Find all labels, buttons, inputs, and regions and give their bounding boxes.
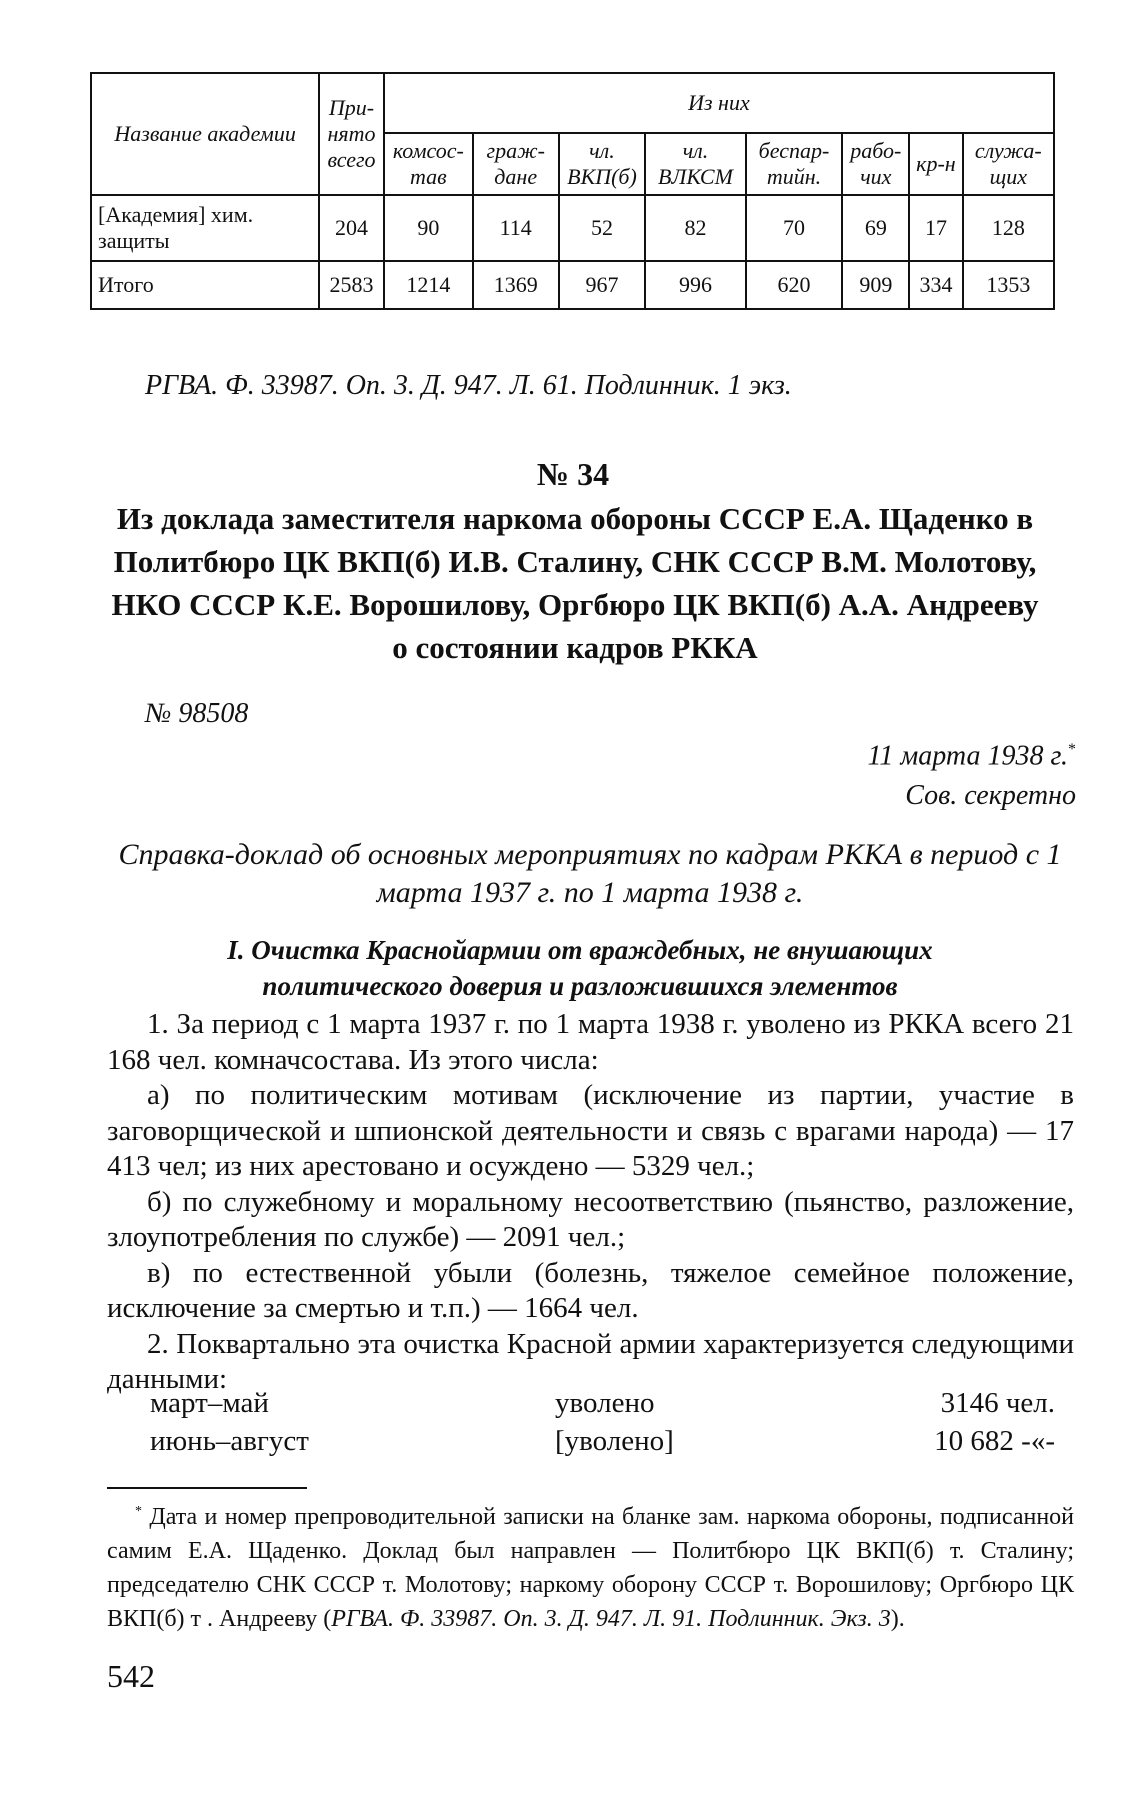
paragraph: в) по естественной убыли (болезнь, тяжелое семейное положение, исключение за смертью и т.п.) — 1664 чел.: [107, 1256, 1074, 1324]
row-name: Итого: [91, 261, 319, 309]
table-cell: 128: [963, 195, 1054, 261]
page-number: 542: [107, 1658, 155, 1694]
footnote: [107, 1495, 1074, 1636]
classification-stamp: Сов. секретно: [905, 780, 1076, 812]
header-nonparty: беспар- тийн.: [746, 133, 843, 195]
document-date: 11 марта 1938 г.*: [867, 740, 1076, 772]
date-block: [867, 730, 1076, 816]
footnote-text: Дата и номер препроводительной записки на бланке зам. наркома обороны, подписанной самим Е.А. Щаденко. Доклад был направлен — Политбюро ЦК ВКП(б) т. Сталину; председателю СНК СССР т. Молотову; наркому оборону СССР т. Ворошилову; Оргбюро ЦК ВКП(б) т . Андрееву (: [107, 1504, 1075, 1632]
reference-number: № 98508: [145, 698, 249, 729]
table-cell: 334: [909, 261, 962, 309]
table-cell: 996: [645, 261, 745, 309]
footnote-marker: *: [1068, 741, 1076, 758]
quarter-count: 3146 чел.: [940, 1387, 1055, 1419]
table-cell: 114: [473, 195, 559, 261]
table-cell: 1214: [384, 261, 473, 309]
table-cell: 52: [559, 195, 646, 261]
table-cell: 204: [319, 195, 384, 261]
table-cell: 967: [559, 261, 646, 309]
table-cell: 69: [842, 195, 909, 261]
header-civilians: граж- дане: [473, 133, 559, 195]
table-cell: 82: [645, 195, 745, 261]
table-cell: 1369: [473, 261, 559, 309]
footnote-tail: ).: [890, 1606, 905, 1632]
table-cell: 2583: [319, 261, 384, 309]
header-employees: служа- щих: [963, 133, 1054, 195]
footnote-divider: [107, 1487, 307, 1489]
report-subtitle: Справка-доклад об основных мероприятиях по кадрам РККА в период с 1 марта 1937 г. по 1 марта 1938 г.: [118, 838, 1062, 909]
footnote-mark: *: [135, 1504, 142, 1519]
table-cell: 1353: [963, 261, 1054, 309]
quarter-period: июнь–август: [150, 1425, 309, 1457]
quarter-count: 10 682 -«-: [934, 1425, 1055, 1457]
academy-table: [90, 72, 1055, 310]
table-cell: 17: [909, 195, 962, 261]
quarter-period: март–май: [150, 1387, 269, 1419]
header-vlksm: чл. ВЛКСМ: [645, 133, 745, 195]
list-item: [150, 1422, 1055, 1460]
header-workers: рабо- чих: [842, 133, 909, 195]
table-row: [91, 195, 1054, 261]
table-cell: 909: [842, 261, 909, 309]
document-number: № 34: [536, 456, 610, 492]
body-text: [107, 1007, 1074, 1398]
footnote-source: РГВА. Ф. 33987. Оп. 3. Д. 947. Л. 91. Подлинник. Экз. 3: [331, 1606, 891, 1632]
quarter-action: [уволено]: [555, 1425, 674, 1457]
header-peasants: кр-н: [909, 133, 962, 195]
header-commanders: комсос- тав: [384, 133, 473, 195]
table-cell: 70: [746, 195, 843, 261]
archive-source-note: РГВА. Ф. 33987. Оп. 3. Д. 947. Л. 61. Подлинник. 1 экз.: [145, 370, 792, 401]
paragraph: 2. Поквартально эта очистка Красной армии характеризуется следующими данными:: [107, 1327, 1074, 1395]
header-academy-name: Название академии: [91, 73, 319, 195]
header-total: При- нято всего: [319, 73, 384, 195]
header-group: Из них: [384, 73, 1054, 133]
table-row: [91, 261, 1054, 309]
quarterly-list: [150, 1384, 1055, 1460]
quarter-action: уволено: [555, 1387, 655, 1419]
section-heading: I. Очистка Краснойармии от враждебных, не внушающих политического доверия и разложившихся элементов: [227, 935, 933, 1001]
paragraph: б) по служебному и моральному несоответствию (пьянство, разложение, злоупотребления по службе) — 2091 чел.;: [107, 1185, 1074, 1253]
row-name: [Академия] хим. защиты: [91, 195, 319, 261]
paragraph: 1. За период с 1 марта 1937 г. по 1 марта 1938 г. уволено из РККА всего 21 168 чел. комначсостава. Из этого числа:: [107, 1008, 1074, 1076]
header-vkpb: чл. ВКП(б): [559, 133, 646, 195]
document-title: Из доклада заместителя наркома обороны СССР Е.А. Щаденко в Политбюро ЦК ВКП(б) И.В. Сталину, СНК СССР В.М. Молотову, НКО СССР К.Е. Ворошилову, Оргбюро ЦК ВКП(б) А.А. Андрееву о состоянии кадров РККА: [111, 501, 1039, 665]
table-cell: 90: [384, 195, 473, 261]
table-cell: 620: [746, 261, 843, 309]
list-item: [150, 1384, 1055, 1422]
paragraph: а) по политическим мотивам (исключение из партии, участие в заговорщической и шпионской деятельности и связь с врагами народа) — 17 413 чел; из них арестовано и осуждено — 5329 чел.;: [107, 1079, 1074, 1182]
